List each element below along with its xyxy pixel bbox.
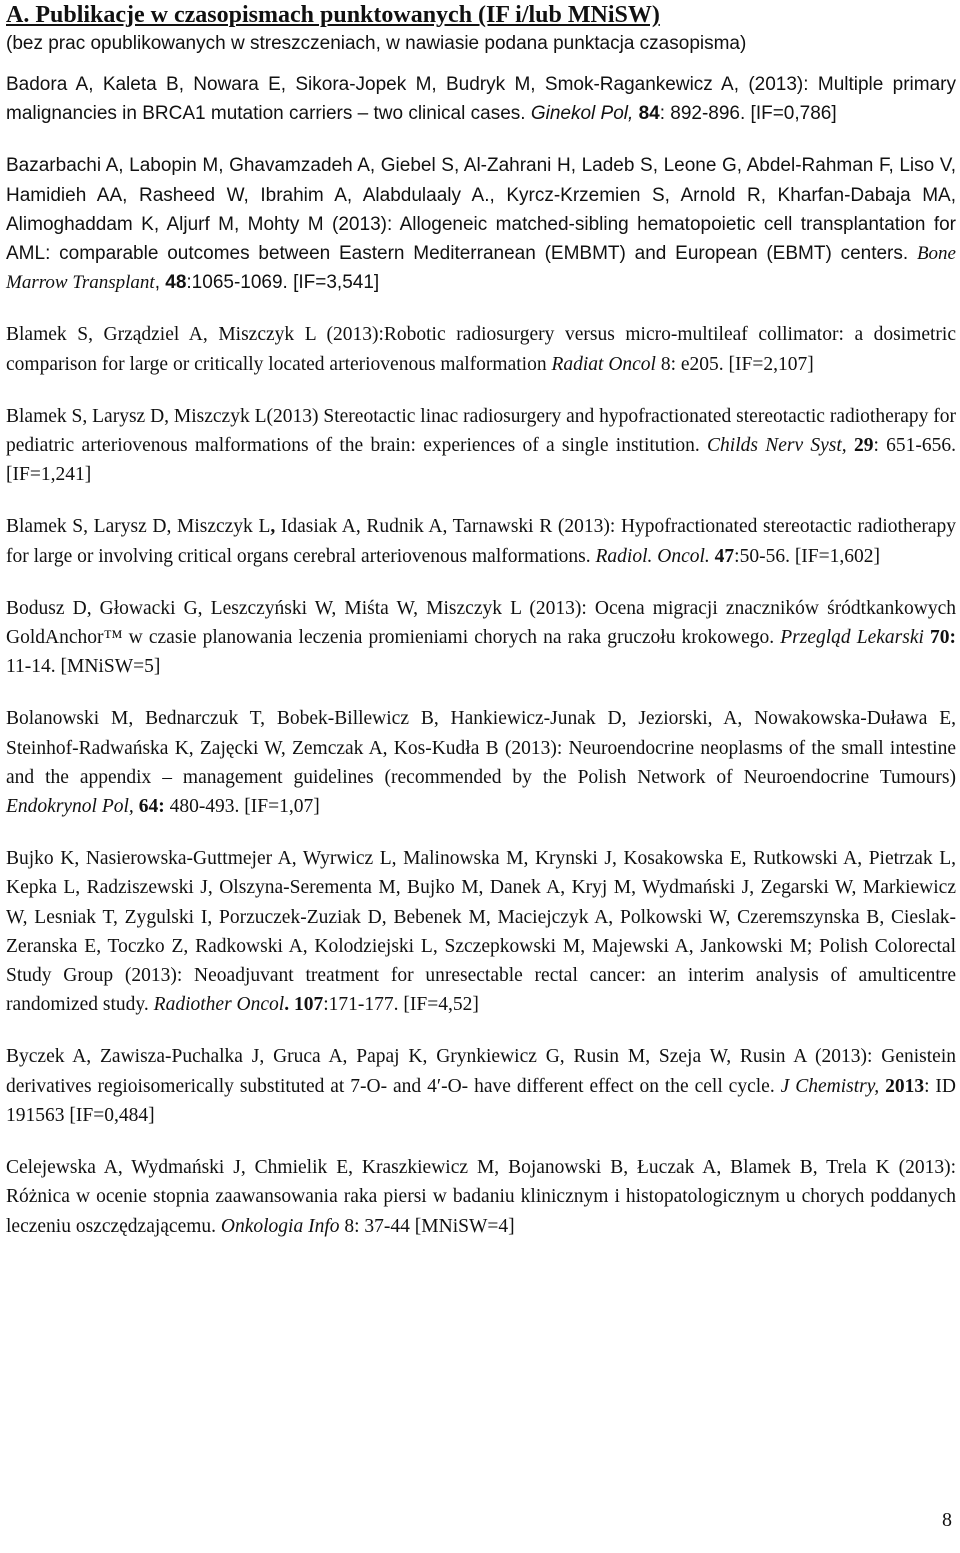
entry-pages-score: :50-56. [IF=1,602] <box>734 545 881 567</box>
journal-name: J Chemistry, <box>780 1075 880 1097</box>
publication-entry <box>6 1042 956 1130</box>
journal-volume: 107 <box>293 994 324 1016</box>
entry-text: Celejewska A, Wydmański J, Chmielik E, Kraszkiewicz M, Bojanowski B, Łuczak A, Blamek B, Trela K (2013): Różnica w ocenie stopnia zaawansowania raka piersi w badaniu klinicznym i histopatologicznym u chorych poddanych leczeniu oszczędzającemu. <box>6 1157 956 1237</box>
entry-pages-score: : 37-44 [MNiSW=4] <box>354 1215 515 1237</box>
journal-volume: 2013 <box>885 1075 925 1097</box>
journal-name: Radiol. Oncol. <box>595 545 710 567</box>
entry-text: Idasiak A, Rudnik A, Tarnawski R (2013): Hypofractionated stereotactic radiotherapy for large or involving critical organs cerebral arteriovenous malformations. <box>6 516 956 567</box>
journal-name: Radiat Oncol <box>551 353 656 375</box>
page-number: 8 <box>942 1509 952 1531</box>
journal-name: Childs Nerv Syst, <box>707 435 847 457</box>
entry-text: Bodusz D, Głowacki G, Leszczyński W, Miśta W, Miszczyk L (2013): Ocena migracji znaczników śródtkankowych GoldAnchor™ w czasie planowania leczenia promieniami chorych na raka gruczołu krokowego. <box>6 597 956 649</box>
entry-text: Bazarbachi A, Labopin M, Ghavamzadeh A, Giebel S, Al-Zahrani H, Ladeb S, Leone G, Abdel-Rahman F, Liso V, Hamidieh AA, Rasheed W, Ibrahim A, Alabdulaaly A., Kyrcz-Krzemien S, Arnold R, Kharfan-Dabaja MA, Alimoghaddam K, Aljurf M, Mohty M (2013): Allogeneic matched-sibling hematopoietic cell transplantation for AML: comparable outcomes between Eastern Mediterranean (EMBMT) and European (EBMT) centers. <box>6 155 956 265</box>
publication-entry <box>6 594 956 682</box>
publication-entry <box>6 704 956 821</box>
document-page <box>6 0 956 1264</box>
journal-name: Bone Marrow Transplant <box>6 243 956 294</box>
publication-entry <box>6 402 956 490</box>
entry-text: Byczek A, Zawisza-Puchalka J, Gruca A, Papaj K, Grynkiewicz G, Rusin M, Szeja W, Rusin A (2013): Genistein derivatives regioisomerically substituted at 7-O- and 4′-O- have different effect on the cell cycle. <box>6 1046 956 1097</box>
entry-pages-score: : ID 191563 [IF=0,484] <box>6 1075 957 1126</box>
entry-pages-score: : 651-656. [IF=1,241] <box>6 435 956 486</box>
journal-volume: 8 <box>344 1215 355 1237</box>
journal-name: Ginekol Pol, <box>530 103 634 125</box>
entry-separator: , <box>154 272 166 294</box>
journal-volume: 48 <box>165 272 187 294</box>
entry-pages-score: :171-177. [IF=4,52] <box>323 994 479 1016</box>
journal-name: Onkologia Info <box>220 1215 340 1237</box>
publication-entry <box>6 512 956 570</box>
entry-separator: . <box>284 994 294 1016</box>
publication-entry <box>6 1153 956 1241</box>
section-subheading: (bez prac opublikowanych w streszczeniach, w nawiasie podana punktacja czasopisma) <box>6 33 747 54</box>
journal-volume: 29 <box>853 435 874 457</box>
entry-pages-score: 480-493. [IF=1,07] <box>164 796 320 818</box>
journal-name: Endokrynol Pol, <box>6 796 134 818</box>
entry-text: Badora A, Kaleta B, Nowara E, Sikora-Jopek M, Budryk M, Smok-Ragankewicz A, (2013): Multiple primary malignancies in BRCA1 mutation carriers – two clinical cases. <box>6 74 956 125</box>
entry-pages-score: : e205. [IF=2,107] <box>670 353 814 375</box>
publication-entry <box>6 151 956 297</box>
publication-entry <box>6 844 956 1019</box>
entry-text: Blamek S, Larysz D, Miszczyk L(2013) Stereotactic linac radiosurgery and hypofractionated stereotactic radiotherapy for pediatric arteriovenous malformations of the brain: experiences of a single institution. <box>6 405 956 457</box>
journal-volume: 70: <box>930 627 956 649</box>
entry-text: Bolanowski M, Bednarczuk T, Bobek-Billewicz B, Hankiewicz-Junak D, Jeziorski, A, Nowakowska-Duława E, Steinhof-Radwańska K, Zajęcki W, Zemczak A, Kos-Kudła B (2013): Neuroendocrine neoplasms of the small intestine and the appendix – management guidelines (recommended by the Polish Network of Neuroendocrine Tumours) <box>6 708 956 788</box>
journal-name: Radiother Oncol <box>153 994 285 1016</box>
journal-name: Przegląd Lekarski <box>780 627 924 649</box>
entry-authors: Blamek S, Larysz D, Miszczyk L <box>6 516 271 538</box>
entry-pages-score: : 892-896. [IF=0,786] <box>659 103 837 125</box>
entry-text: Bujko K, Nasierowska-Guttmejer A, Wyrwicz L, Malinowska M, Krynski J, Kosakowska E, Rutkowski A, Pietrzak L, Kepka L, Radziszewski J, Olszyna-Serementa M, Bujko M, Danek A, Kryj M, Wydmański J, Zegarski W, Markiewicz W, Lesniak T, Zygulski I, Porzuczek-Zuziak D, Bebenek M, Maciejczyk A, Polkowski W, Czeremszynska B, Cieslak-Zeranska E, Toczko Z, Radkowski A, Kolodziejski L, Szczepkowski M, Majewski A, Jankowski M; Polish Colorectal Study Group (2013): Neoadjuvant treatment for unresectable rectal cancer: an interim analysis of amulticentre randomized study. <box>6 848 956 1016</box>
entry-pages-score: 11-14. [MNiSW=5] <box>6 656 161 678</box>
entry-separator <box>847 435 854 456</box>
entry-comma: , <box>270 516 281 538</box>
entry-pages-score: :1065-1069. [IF=3,541] <box>186 272 380 294</box>
entry-text: Blamek S, Grządziel A, Miszczyk L (2013):Robotic radiosurgery versus micro-multileaf collimator: a dosimetric comparison for large or critically located arteriovenous malformation <box>6 324 956 375</box>
journal-volume: 84 <box>638 103 660 125</box>
publication-entry <box>6 320 956 378</box>
journal-volume: 47 <box>714 545 735 567</box>
journal-volume: 8 <box>660 353 671 375</box>
publication-entry <box>6 70 956 128</box>
journal-volume: 64: <box>138 796 165 818</box>
section-heading: A. Publikacje w czasopismach punktowanych (IF i/lub MNiSW) <box>6 2 660 28</box>
